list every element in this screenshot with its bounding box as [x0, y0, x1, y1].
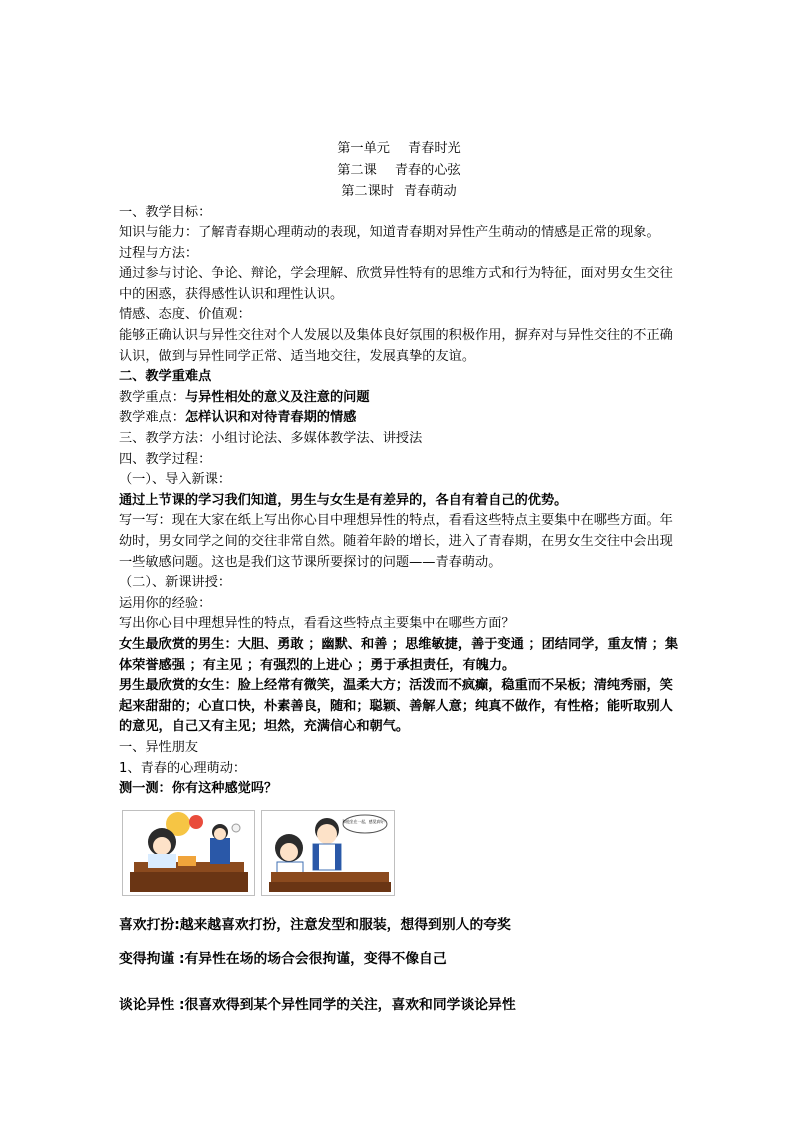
trait-shy [119, 947, 679, 967]
difficult-point-paragraph [119, 408, 679, 429]
key-point-label: 教学重点： [119, 389, 185, 405]
trait-dressing-text: :越来越喜欢打扮，注意发型和服装，想得到别人的夸奖 [174, 916, 511, 933]
difficult-point-label: 教学难点： [119, 410, 185, 426]
trait-discuss-label: 谈论异性 [119, 996, 175, 1013]
trait-dressing [119, 913, 679, 933]
process-heading: 四、教学过程： [119, 451, 212, 467]
emotion-text: 能够正确认识与异性交往对个人发展以及集体良好氛围的积极作用，摒弃对与异性交往的不正确认识，做到与异性同学正常、适当地交往，发展真挚的友谊。 [119, 328, 673, 364]
illustration-row [119, 810, 679, 906]
title-unit [119, 138, 679, 160]
key-point-paragraph [119, 388, 679, 409]
document-title [119, 138, 679, 203]
key-point-text: 与异性相处的意义及注意的问题 [184, 389, 370, 405]
trait-shy-text: :有异性在场的场合会很拘谨，变得不像自己 [174, 950, 447, 967]
lesson-label: 第二课 [337, 162, 377, 178]
question-text: 写出你心目中理想异性的特点，看看这些特点主要集中在哪些方面？ [119, 616, 515, 632]
process-text: 通过参与讨论、争论、辩论，学会理解、欣赏异性特有的思维方式和行为特征，面对男女生交往中的困惑，获得感性认识和理性认识。 [119, 266, 673, 302]
experience-label: 运用你的经验： [119, 595, 212, 611]
new-lesson-heading: （二）、新课讲授： [119, 575, 232, 591]
knowledge-label: 知识与能力： [119, 225, 199, 241]
process-label: 过程与方法： [119, 245, 199, 261]
intro-bold-text: 通过上节课的学习我们知道，男生与女生是有差异的，各自有着自己的优势。 [119, 492, 568, 508]
period-label: 第二课时 [341, 184, 394, 199]
methods-paragraph: 三、教学方法：小组讨论法、多媒体教学法、讲授法 [119, 431, 423, 447]
write-paragraph: 写一写：现在大家在纸上写出你心目中理想异性的特点，看看这些特点主要集中在哪些方面。年幼时，男女同学之间的交往非常自然。随着年龄的增长，进入了青春期，在男女生交往中会出现一些敏感问题。这也是我们这节课所要探讨的问题——青春萌动。 [119, 513, 673, 570]
lesson-name: 青春的心弦 [394, 162, 461, 178]
trait-shy-label: 变得拘谨 [119, 950, 175, 967]
knowledge-paragraph [119, 223, 679, 244]
trait-discuss [119, 993, 679, 1013]
period-name: 青春萌动 [404, 184, 457, 199]
title-period [119, 181, 679, 203]
cartoon-students-image-2 [261, 810, 395, 896]
key-points-heading: 二、教学重难点 [119, 369, 212, 385]
test-prompt: 测一测：你有这种感觉吗？ [119, 781, 278, 797]
trait-discuss-text: :很喜欢得到某个异性同学的关注，喜欢和同学谈论异性 [174, 996, 516, 1013]
difficult-point-text: 怎样认识和对待青春期的情感 [184, 410, 357, 426]
intro-heading: （一）、导入新课： [119, 472, 232, 488]
knowledge-text: 了解青春期心理萌动的表现，知道青春期对异性产生萌动的情感是正常的现象。 [198, 225, 660, 241]
document-page [119, 138, 679, 1013]
cartoon-students-image-1 [122, 810, 255, 896]
unit-label: 第一单元 [337, 141, 390, 156]
objectives-heading: 一、教学目标： [119, 204, 212, 220]
title-lesson [119, 160, 679, 182]
section-heading-friends: 一、异性朋友 [119, 739, 199, 755]
girls-like-boys-text: 女生最欣赏的男生：大胆、勇敢 ；幽默、和善 ；思维敏捷，善于变通 ；团结同学，重友情 ；集体荣誉感强 ；有主见 ；有强烈的上进心 ；勇于承担责任，有魄力。 [119, 636, 679, 673]
unit-name: 青春时光 [408, 141, 461, 156]
emotion-label: 情感、态度、价值观： [119, 307, 251, 323]
bubble-text: 和他坐在一起，感觉真好！ [342, 818, 388, 824]
trait-dressing-label: 喜欢打扮 [119, 916, 175, 933]
boys-like-girls-text: 男生最欣赏的女生：脸上经常有微笑，温柔大方；活泼而不疯癫，稳重而不呆板；清纯秀丽，笑起来甜甜的；心直口快，朴素善良，随和；聪颖、善解人意；纯真不做作，有性格；能听取别人的意见，自己又有主见；坦然，充满信心和朝气。 [119, 678, 673, 735]
subsection-psychology: 1、青春的心理萌动： [119, 760, 247, 776]
